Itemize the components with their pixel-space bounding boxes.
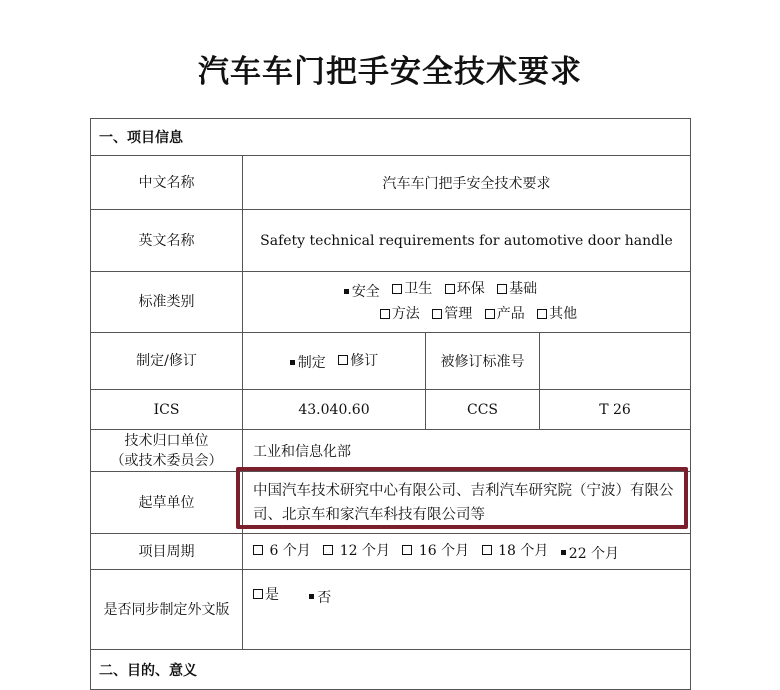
category-option-other[interactable]: 其他 xyxy=(537,303,577,325)
ics-label: ICS xyxy=(91,390,243,430)
revise-option-formulate[interactable]: 制定 xyxy=(290,352,326,372)
checked-square-icon xyxy=(309,594,314,599)
category-option-method[interactable]: 方法 xyxy=(380,303,420,325)
period-option-22[interactable]: 22 个月 xyxy=(561,543,619,563)
category-option-product[interactable]: 产品 xyxy=(485,303,525,325)
bilingual-label: 是否同步制定外文版 xyxy=(91,570,243,650)
document-title: 汽车车门把手安全技术要求 xyxy=(198,54,582,90)
period-options xyxy=(243,534,691,570)
project-info-table xyxy=(90,118,691,690)
revised-std-label: 被修订标准号 xyxy=(426,333,540,390)
category-option-environment[interactable]: 环保 xyxy=(445,278,485,300)
checkbox-icon xyxy=(482,545,492,555)
checked-square-icon xyxy=(561,550,566,555)
ics-value: 43.040.60 xyxy=(243,390,426,430)
checked-square-icon xyxy=(344,289,349,294)
drafter-value: 中国汽车技术研究中心有限公司、吉利汽车研究院（宁波）有限公 司、北京车和家汽车科技有限公司等 xyxy=(243,472,691,534)
ccs-value: T 26 xyxy=(540,390,691,430)
period-option-6[interactable]: 6 个月 xyxy=(253,540,311,560)
category-option-basic[interactable]: 基础 xyxy=(497,278,537,300)
dept-label: 技术归口单位 （或技术委员会） xyxy=(91,430,243,472)
checkbox-icon xyxy=(432,309,442,319)
checkbox-icon xyxy=(497,284,507,294)
checkbox-icon xyxy=(402,545,412,555)
checkbox-icon xyxy=(253,545,263,555)
category-option-management[interactable]: 管理 xyxy=(432,303,472,325)
revise-options xyxy=(243,333,426,390)
checkbox-icon xyxy=(253,589,263,599)
category-option-safety[interactable]: 安全 xyxy=(344,281,380,303)
period-label: 项目周期 xyxy=(91,534,243,570)
category-label: 标准类别 xyxy=(91,272,243,333)
cn-name-label: 中文名称 xyxy=(91,156,243,210)
section-project-info: 一、项目信息 xyxy=(91,119,691,156)
checkbox-icon xyxy=(380,309,390,319)
checkbox-icon xyxy=(338,355,348,365)
period-option-18[interactable]: 18 个月 xyxy=(482,540,549,560)
checkbox-icon xyxy=(323,545,333,555)
cn-name-value: 汽车车门把手安全技术要求 xyxy=(243,156,691,210)
category-options xyxy=(243,272,691,333)
bilingual-options xyxy=(243,570,691,650)
category-option-hygiene[interactable]: 卫生 xyxy=(392,278,432,300)
en-name-value: Safety technical requirements for automotive door handle xyxy=(243,210,691,272)
checkbox-icon xyxy=(485,309,495,319)
period-option-16[interactable]: 16 个月 xyxy=(402,540,469,560)
revised-std-value xyxy=(540,333,691,390)
bilingual-option-yes[interactable]: 是 xyxy=(253,584,279,604)
en-name-label: 英文名称 xyxy=(91,210,243,272)
checkbox-icon xyxy=(537,309,547,319)
checkbox-icon xyxy=(392,284,402,294)
checkbox-icon xyxy=(445,284,455,294)
period-option-12[interactable]: 12 个月 xyxy=(323,540,390,560)
revise-option-revise[interactable]: 修订 xyxy=(338,350,378,370)
bilingual-option-no[interactable]: 否 xyxy=(309,587,331,607)
section-purpose: 二、目的、意义 xyxy=(91,650,691,690)
drafter-label: 起草单位 xyxy=(91,472,243,534)
dept-value: 工业和信息化部 xyxy=(243,430,691,472)
revise-label: 制定/修订 xyxy=(91,333,243,390)
checked-square-icon xyxy=(290,360,295,365)
ccs-label: CCS xyxy=(426,390,540,430)
